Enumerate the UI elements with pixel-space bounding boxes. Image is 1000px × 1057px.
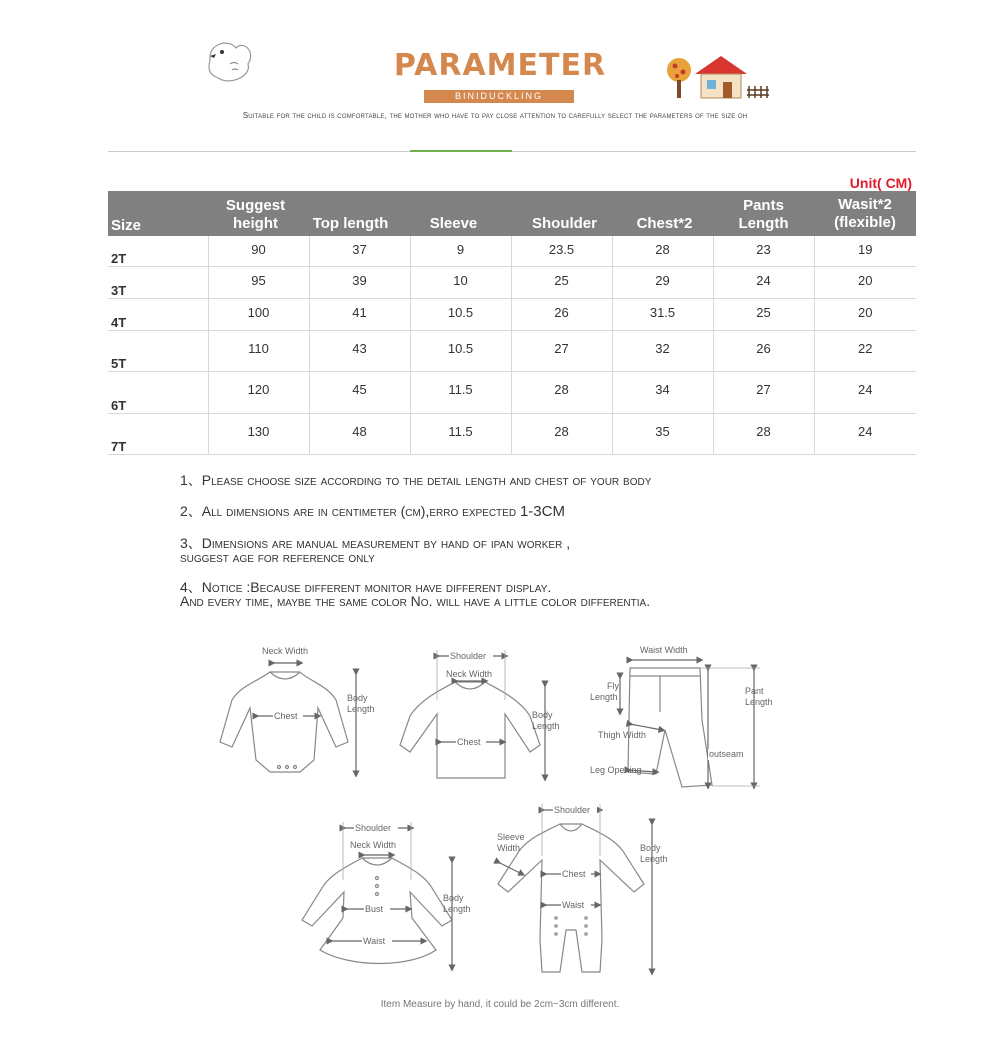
header-shoulder: Shoulder: [511, 191, 612, 236]
label-neck-width: Neck Width: [350, 840, 397, 850]
cell-top-length: 41: [309, 299, 410, 331]
label-waist-width: Waist Width: [640, 645, 688, 655]
unit-label: Unit( CM): [849, 175, 912, 191]
cell-size: 3T: [108, 267, 208, 299]
table-row: [108, 267, 916, 299]
cell-pants-length: 27: [713, 372, 814, 414]
cell-height: 110: [208, 331, 309, 372]
cell-height: 120: [208, 372, 309, 414]
cell-size: 7T: [108, 414, 208, 455]
label-pant: Pant: [745, 686, 764, 696]
measurement-diagrams: [0, 630, 1000, 1020]
cell-chest: 32: [612, 331, 713, 372]
cell-chest: 31.5: [612, 299, 713, 331]
table-row: [108, 414, 916, 455]
cell-height: 95: [208, 267, 309, 299]
label-shoulder: Shoulder: [355, 823, 392, 833]
header-waist: Wasit*2 (flexible): [814, 191, 916, 236]
cell-waist: 20: [814, 267, 916, 299]
cell-height: 130: [208, 414, 309, 455]
note-2-text: 2、All dimensions are in centimeter (cm),erro expected: [180, 503, 517, 519]
page-title: PARAMETER: [393, 48, 607, 83]
header-sleeve: Sleeve: [410, 191, 511, 236]
cell-waist: 24: [814, 372, 916, 414]
cell-waist: 22: [814, 331, 916, 372]
label-thigh-width: Thigh Width: [598, 730, 647, 740]
cell-shoulder: 28: [511, 372, 612, 414]
house-tree-icon: [665, 52, 770, 100]
label-leg-opening: Leg Opening: [590, 765, 642, 775]
note-3-cont: suggest age for reference only: [180, 549, 375, 565]
cell-pants-length: 28: [713, 414, 814, 455]
label-length-3: Length: [443, 904, 471, 914]
note-4: 4、Notice :Because different monitor have different display.: [180, 579, 552, 595]
note-1: 1、Please choose size according to the detail length and chest of your body: [180, 472, 652, 488]
cell-waist: 24: [814, 414, 916, 455]
cell-sleeve: 11.5: [410, 372, 511, 414]
label-bust: Bust: [365, 904, 384, 914]
cell-size: 4T: [108, 299, 208, 331]
cell-pants-length: 24: [713, 267, 814, 299]
header-top-length: Top length: [309, 191, 410, 236]
garment-diagrams: [0, 630, 1000, 1020]
cell-shoulder: 27: [511, 331, 612, 372]
cell-pants-length: 25: [713, 299, 814, 331]
label-chest: Chest: [457, 737, 481, 747]
cell-shoulder: 23.5: [511, 236, 612, 267]
label-body-1: Body: [347, 693, 368, 703]
cell-shoulder: 26: [511, 299, 612, 331]
cell-top-length: 48: [309, 414, 410, 455]
cell-pants-length: 23: [713, 236, 814, 267]
table-row: [108, 236, 916, 267]
label-fly: Fly: [607, 681, 619, 691]
cell-top-length: 43: [309, 331, 410, 372]
label-pant-length: Length: [745, 697, 773, 707]
cell-sleeve: 11.5: [410, 414, 511, 455]
label-shoulder: Shoulder: [554, 805, 591, 815]
cell-pants-length: 26: [713, 331, 814, 372]
note-2-range: 1-3CM: [519, 503, 565, 520]
table-row: [108, 372, 916, 414]
label-neck-width: Neck Width: [262, 646, 309, 656]
header-height: Suggest height: [208, 191, 309, 236]
table-header-row: [108, 191, 916, 236]
label-neck-width: Neck Width: [446, 669, 493, 679]
header-pants-length: Pants Length: [713, 191, 814, 236]
footer-note: Item Measure by hand, it could be 2cm~3cm different.: [380, 999, 620, 1010]
cell-sleeve: 9: [410, 236, 511, 267]
cell-size: 5T: [108, 331, 208, 372]
brand-banner: BINIDUCKLING: [424, 90, 574, 103]
label-waist: Waist: [363, 936, 386, 946]
label-chest: Chest: [562, 869, 586, 879]
note-3: 3、Dimensions are manual measurement by hand of ipan worker ,: [180, 535, 571, 551]
cell-size: 6T: [108, 372, 208, 414]
cell-sleeve: 10.5: [410, 299, 511, 331]
cell-height: 90: [208, 236, 309, 267]
tagline: Suitable for the child is comfortable, the mother who have to pay close attention to carefully select the parameters of the size oh: [242, 111, 748, 120]
table-row: [108, 331, 916, 372]
cell-chest: 34: [612, 372, 713, 414]
cell-shoulder: 28: [511, 414, 612, 455]
label-outseam: outseam: [709, 749, 744, 759]
label-sleeve: Sleeve: [497, 832, 525, 842]
header-chest: Chest*2: [612, 191, 713, 236]
cell-sleeve: 10: [410, 267, 511, 299]
label-fly-length: Length: [590, 692, 618, 702]
size-table: [108, 191, 916, 455]
cell-chest: 28: [612, 236, 713, 267]
header-size: Size: [108, 191, 208, 236]
cell-top-length: 45: [309, 372, 410, 414]
label-body-4: Body: [640, 843, 661, 853]
cell-height: 100: [208, 299, 309, 331]
label-sleeve-width: Width: [497, 843, 521, 853]
divider-accent: [410, 150, 512, 152]
label-waist: Waist: [562, 900, 585, 910]
cell-top-length: 39: [309, 267, 410, 299]
label-body-2: Body: [532, 710, 553, 720]
cell-top-length: 37: [309, 236, 410, 267]
cell-chest: 29: [612, 267, 713, 299]
label-length-4: Length: [640, 854, 668, 864]
note-4-cont: And every time, maybe the same color No. will have a little color differentia.: [180, 593, 651, 609]
cell-sleeve: 10.5: [410, 331, 511, 372]
label-body-3: Body: [443, 893, 464, 903]
label-length-2: Length: [532, 721, 560, 731]
label-shoulder: Shoulder: [450, 651, 487, 661]
cell-waist: 19: [814, 236, 916, 267]
label-length-1: Length: [347, 704, 375, 714]
divider: [108, 151, 916, 152]
cell-size: 2T: [108, 236, 208, 267]
note-2: [180, 501, 565, 521]
table-row: [108, 299, 916, 331]
cell-shoulder: 25: [511, 267, 612, 299]
label-chest: Chest: [274, 711, 298, 721]
romper-diagram: [498, 804, 652, 972]
cell-chest: 35: [612, 414, 713, 455]
cell-waist: 20: [814, 299, 916, 331]
